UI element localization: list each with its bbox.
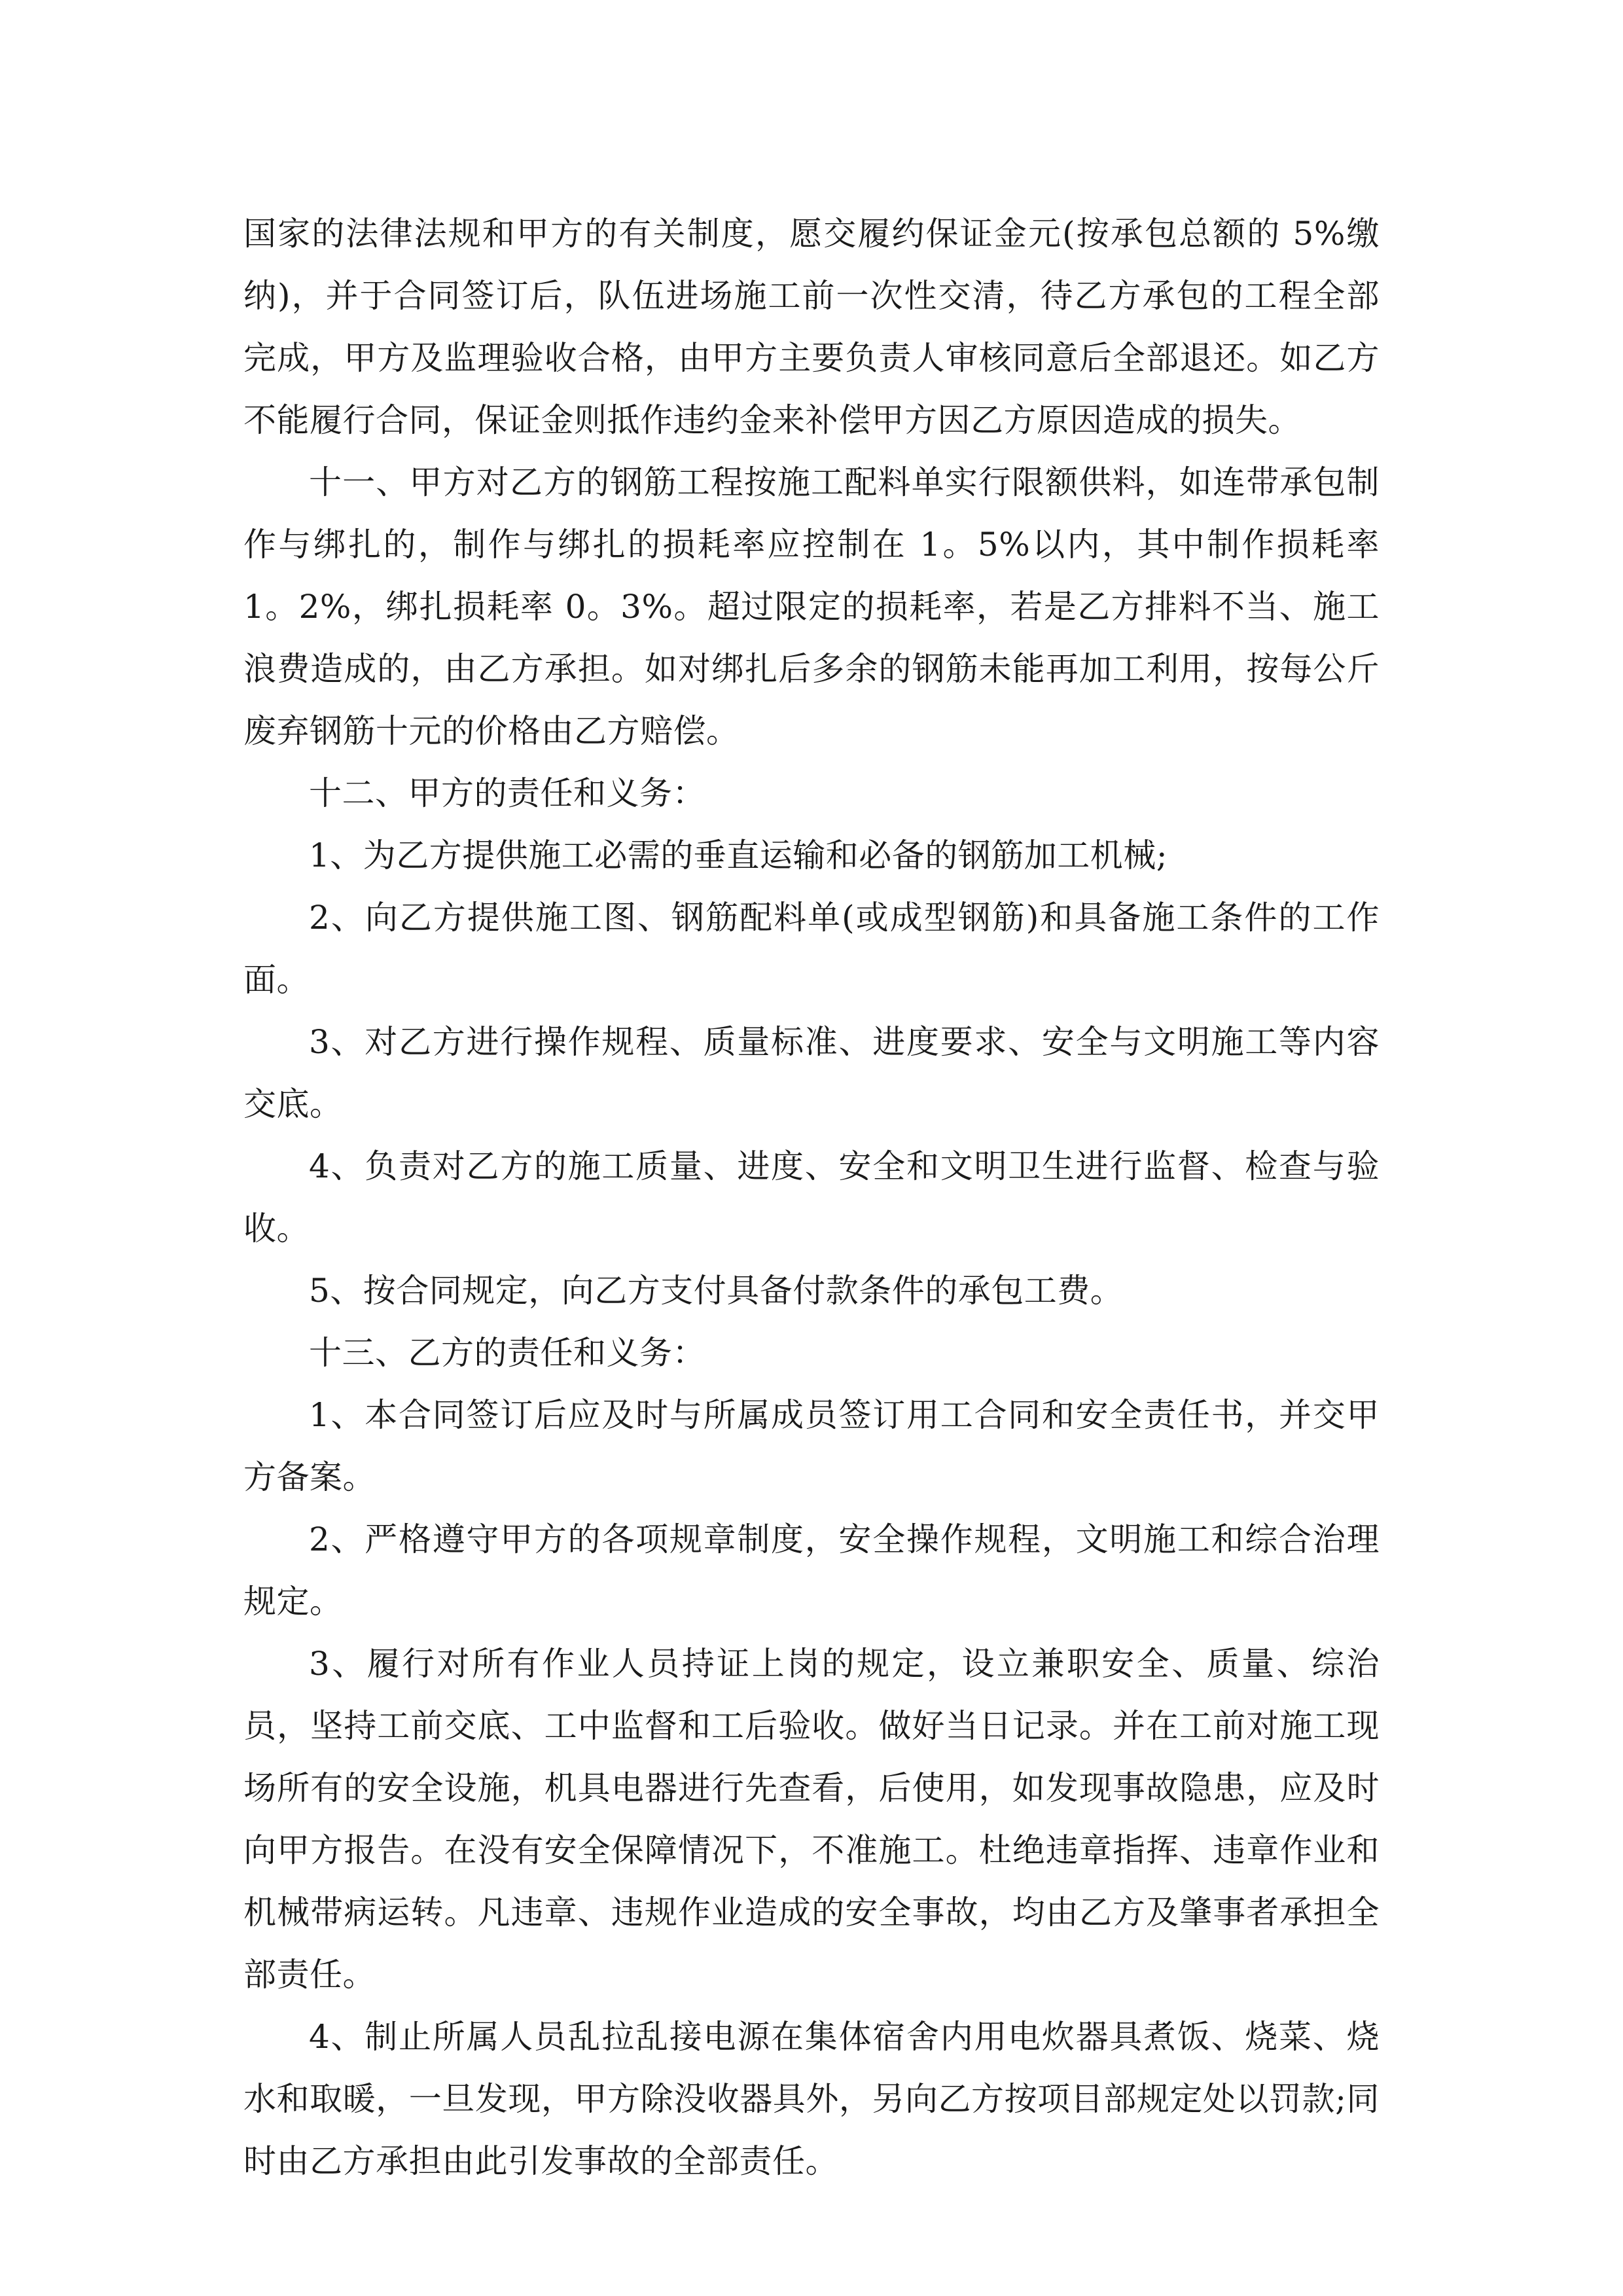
clause-12-item-5: 5、按合同规定，向乙方支付具备付款条件的承包工费。	[309, 1272, 1124, 1310]
clause-13-item-2: 2、严格遵守甲方的各项规章制度，安全操作规程，文明施工和综合治理规定。	[243, 1520, 1380, 1621]
contract-body	[243, 203, 1380, 2193]
clause-12-item-3: 3、对乙方进行操作规程、质量标准、进度要求、安全与文明施工等内容交底。	[243, 1023, 1380, 1123]
paragraph-deposit-continuation: 国家的法律法规和甲方的有关制度，愿交履约保证金元(按承包总额的 5%缴纳)，并于合同签订后，队伍进场施工前一次性交清，待乙方承包的工程全部完成，甲方及监理验收合格，由甲方主要负责人审核同意后全部退还。如乙方不能履行合同，保证金则抵作违约金来补偿甲方因乙方原因造成的损失。	[243, 215, 1380, 439]
clause-13-item-4: 4、制止所属人员乱拉乱接电源在集体宿舍内用电炊器具煮饭、烧菜、烧水和取暖，一旦发现，甲方除没收器具外，另向乙方按项目部规定处以罚款;同时由乙方承担由此引发事故的全部责任。	[243, 2018, 1380, 2180]
clause-12-item-1: 1、为乙方提供施工必需的垂直运输和必备的钢筋加工机械;	[309, 836, 1168, 874]
paragraph-clause-11: 十一、甲方对乙方的钢筋工程按施工配料单实行限额供料，如连带承包制作与绑扎的，制作与绑扎的损耗率应控制在 1。5%以内，其中制作损耗率 1。2%，绑扎损耗率 0。3%。超过限定的损耗率，若是乙方排料不当、施工浪费造成的，由乙方承担。如对绑扎后多余的钢筋未能再加工利用，按每公斤废弃钢筋十元的价格由乙方赔偿。	[243, 463, 1380, 750]
heading-clause-13: 十三、乙方的责任和义务：	[309, 1334, 705, 1372]
clause-13-item-1: 1、本合同签订后应及时与所属成员签订用工合同和安全责任书，并交甲方备案。	[243, 1396, 1380, 1496]
heading-clause-12: 十二、甲方的责任和义务：	[309, 774, 705, 812]
clause-12-item-4: 4、负责对乙方的施工质量、进度、安全和文明卫生进行监督、检查与验收。	[243, 1147, 1380, 1247]
clause-12-item-2: 2、向乙方提供施工图、钢筋配料单(或成型钢筋)和具备施工条件的工作面。	[243, 899, 1380, 999]
clause-13-item-3: 3、履行对所有作业人员持证上岗的规定，设立兼职安全、质量、综治员，坚持工前交底、工中监督和工后验收。做好当日记录。并在工前对施工现场所有的安全设施，机具电器进行先查看，后使用，如发现事故隐患，应及时向甲方报告。在没有安全保障情况下，不准施工。杜绝违章指挥、违章作业和机械带病运转。凡违章、违规作业造成的安全事故，均由乙方及肇事者承担全部责任。	[243, 1645, 1380, 1994]
